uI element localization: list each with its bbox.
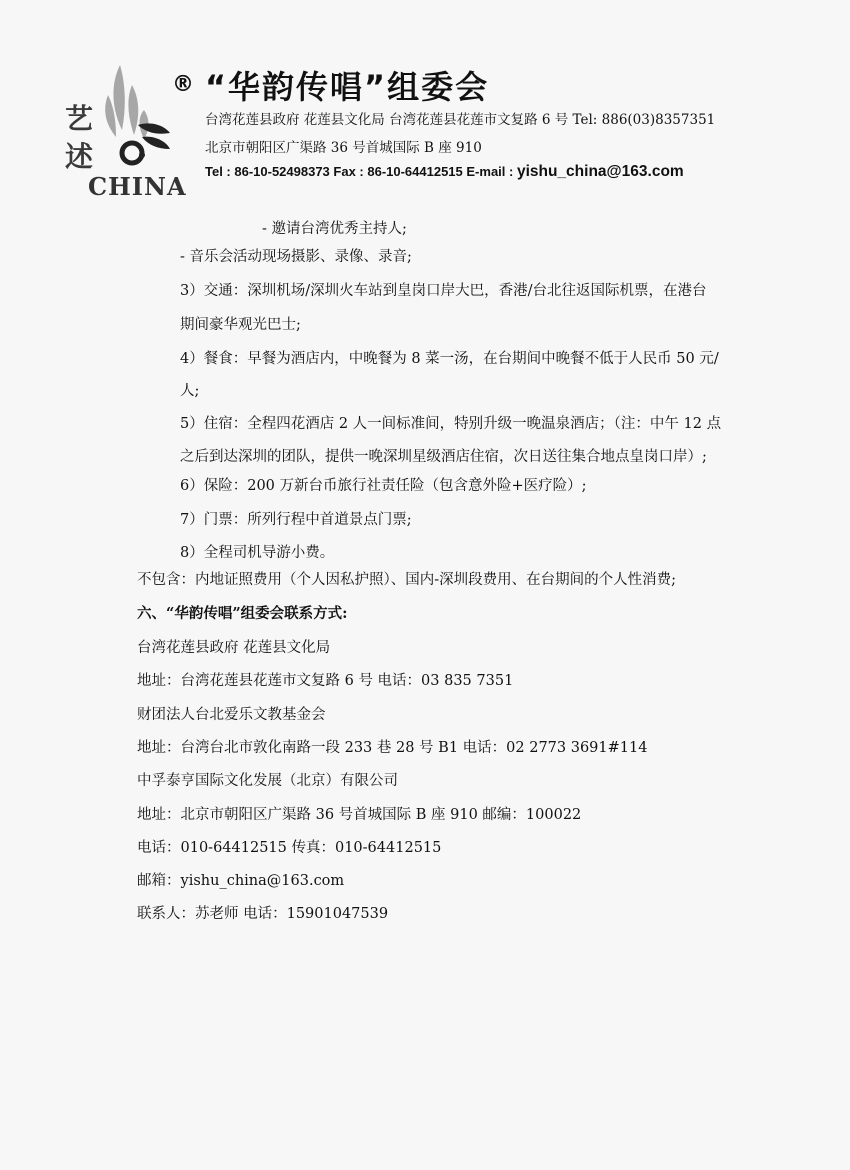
logo-character-1: 艺: [65, 102, 94, 135]
transport-line-1: 3）交通：深圳机场/深圳火车站到皇岗口岸大巴，香港/台北往返国际机票，在港台: [180, 283, 707, 299]
item-photo: - 音乐会活动现场摄影、录像、录音;: [180, 249, 412, 265]
organization-title: “华韵传唱”组委会: [205, 68, 490, 106]
header-contact-line: [205, 163, 684, 181]
tips-line: 8）全程司机导游小费。: [180, 545, 335, 561]
org3-contact: 联系人：苏老师 电话：15901047539: [137, 906, 389, 922]
org1-name: 台湾花莲县政府 花莲县文化局: [137, 640, 331, 656]
transport-line-2: 期间豪华观光巴士;: [180, 317, 301, 333]
org3-address: 地址：北京市朝阳区广渠路 36 号首城国际 B 座 910 邮编：100022: [137, 807, 582, 823]
stay-line-2: 之后到达深圳的团队，提供一晚深圳星级酒店住宿，次日送往集合地点皇岗口岸）;: [180, 449, 707, 465]
registered-mark: ®: [172, 72, 194, 97]
meal-line-2: 人;: [180, 383, 200, 399]
org3-email: 邮箱：yishu_china@163.com: [137, 873, 345, 889]
header-address-taiwan: 台湾花莲县政府 花莲县文化局 台湾花莲县花莲市文复路 6 号 Tel: 886(03)8357351: [205, 112, 716, 128]
insurance-line: 6）保险：200 万新台币旅行社责任险（包含意外险+医疗险）;: [180, 478, 587, 494]
header-email: yishu_china@163.com: [516, 163, 684, 180]
header-tel-fax: Tel : 86-10-52498373 Fax : 86-10-64412515 E-mail :: [205, 164, 517, 179]
tickets-line: 7）门票：所列行程中首道景点门票;: [180, 512, 412, 528]
org2-address: 地址：台湾台北市敦化南路一段 233 巷 28 号 B1 电话：02 2773 3691#114: [137, 740, 648, 756]
org3-phone-fax: 电话：010-64412515 传真：010-64412515: [137, 840, 442, 856]
item-host: - 邀请台湾优秀主持人;: [262, 221, 407, 237]
contact-heading: 六、“华韵传唱”组委会联系方式:: [137, 605, 348, 622]
meal-line-1: 4）餐食：早餐为酒店内，中晚餐为 8 菜一汤，在台期间中晚餐不低于人民币 50 元/: [180, 351, 719, 367]
logo: [60, 55, 187, 201]
org3-name: 中孚泰亨国际文化发展（北京）有限公司: [137, 773, 398, 789]
excluded-line: 不包含：内地证照费用（个人因私护照）、国内-深圳段费用、在台期间的个人性消费;: [137, 572, 677, 588]
stay-line-1: 5）住宿：全程四花酒店 2 人一间标准间，特别升级一晚温泉酒店；（注：中午 12 点: [180, 416, 722, 432]
org2-name: 财团法人台北爱乐文教基金会: [137, 707, 326, 723]
logo-wordmark: CHINA: [88, 172, 187, 201]
org1-address: 地址：台湾花莲县花莲市文复路 6 号 电话：03 835 7351: [137, 673, 514, 689]
logo-character-2: 述: [65, 140, 94, 173]
header-address-beijing: 北京市朝阳区广渠路 36 号首城国际 B 座 910: [205, 140, 482, 156]
